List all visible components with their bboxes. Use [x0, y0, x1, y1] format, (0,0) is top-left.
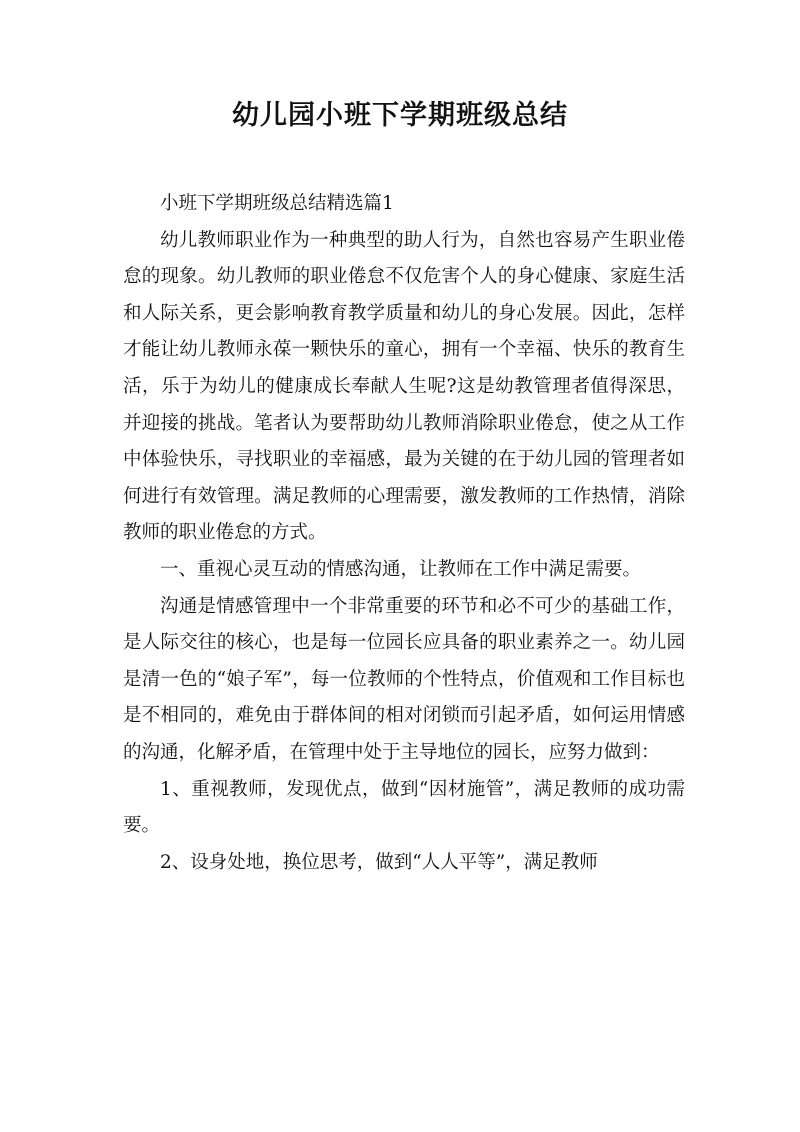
document-body — [123, 186, 685, 881]
section-heading: 小班下学期班级总结精选篇1 — [160, 193, 394, 214]
subsection-heading: 一、重视心灵互动的情感沟通，让教师在工作中满足需要。 — [160, 558, 642, 580]
body-paragraph: 幼儿教师职业作为一种典型的助人行为，自然也容易产生职业倦怠的现象。幼儿教师的职业倦怠不仅危害个人的身心健康、家庭生活和人际关系，更会影响教育教学质量和幼儿的身心发展。因此，怎样才能让幼儿教师永葆一颗快乐的童心，拥有一个幸福、快乐的教育生活，乐于为幼儿的健康成长奉献人生呢?这是幼教管理者值得深思，并迎接的挑战。笔者认为要帮助幼儿教师消除职业倦怠，使之从工作中体验快乐，寻找职业的幸福感，最为关键的在于幼儿园的管理者如何进行有效管理。满足教师的心理需要，激发教师的工作热情，消除教师的职业倦怠的方式。 — [123, 229, 685, 544]
body-paragraph: 沟通是情感管理中一个非常重要的环节和必不可少的基础工作，是人际交往的核心，也是每一位园长应具备的职业素养之一。幼儿园是清一色的“娘子军”，每一位教师的个性特点，价值观和工作目标也是不相同的，难免由于群体间的相对闭锁而引起矛盾，如何运用情感的沟通，化解矛盾，在管理中处于主导地位的园长，应努力做到： — [123, 595, 685, 763]
list-item: 1、重视教师，发现优点，做到“因材施管”，满足教师的成功需要。 — [123, 778, 685, 837]
document-title: 幼儿园小班下学期班级总结 — [232, 100, 568, 131]
list-item: 2、设身处地，换位思考，做到“人人平等”，满足教师 — [160, 851, 598, 873]
